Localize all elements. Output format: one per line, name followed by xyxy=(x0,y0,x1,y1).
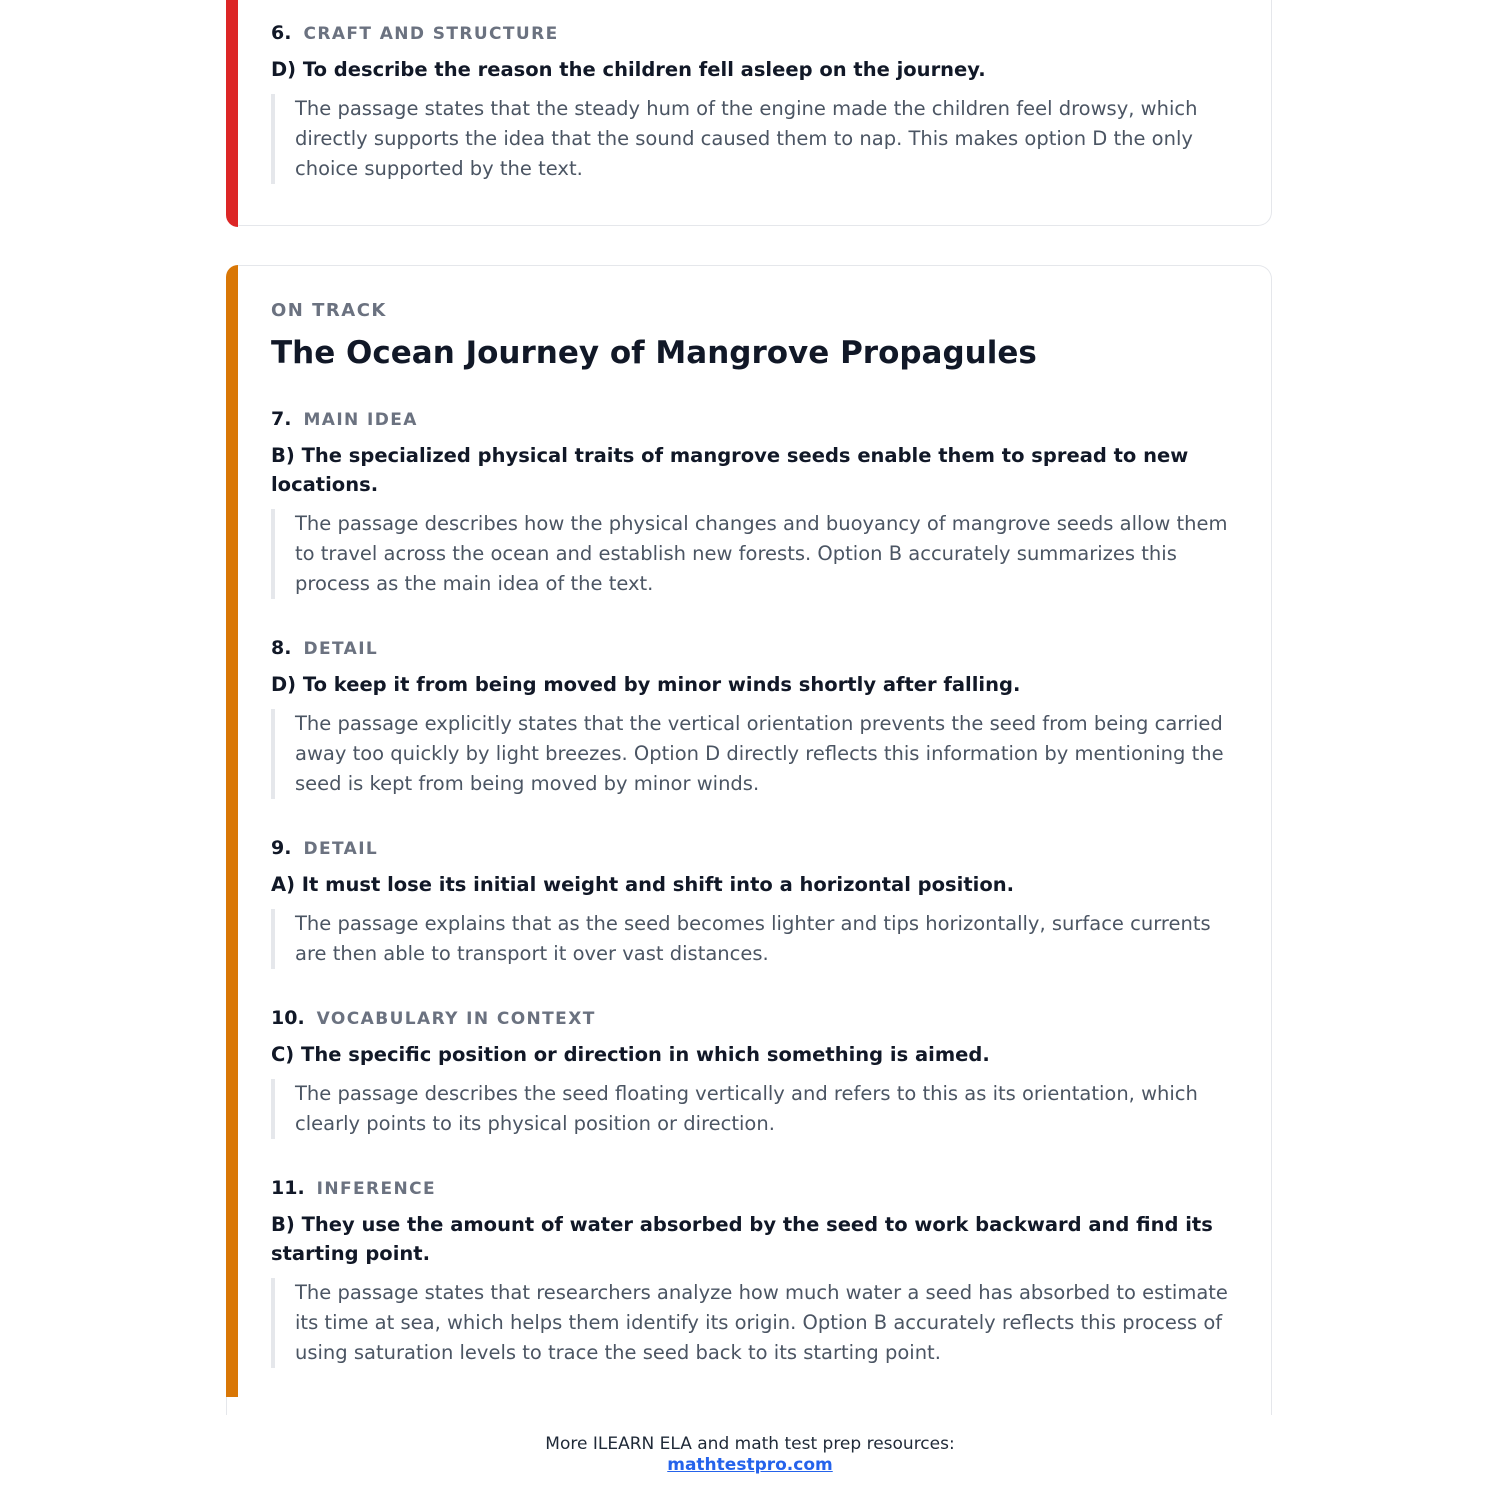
question-item xyxy=(271,1177,1235,1368)
question-answer: B) The specialized physical traits of mangrove seeds enable them to spread to new locations. xyxy=(271,444,1189,497)
question-category: DETAIL xyxy=(303,639,379,660)
answer-card-passage xyxy=(226,265,1272,1415)
question-category: MAIN IDEA xyxy=(303,410,418,431)
answer-card-previous xyxy=(226,0,1272,226)
question-number: 11. xyxy=(271,1177,305,1200)
footer-link[interactable]: mathtestpro.com xyxy=(667,1455,833,1475)
question-answer: C) The specific position or direction in which something is aimed. xyxy=(271,1043,990,1067)
question-item xyxy=(271,1007,1235,1139)
question-header xyxy=(271,837,1235,859)
question-category: INFERENCE xyxy=(316,1179,437,1200)
question-header xyxy=(271,637,1235,659)
question-answer: D) To keep it from being moved by minor winds shortly after falling. xyxy=(271,673,1021,697)
status-label: ON TRACK xyxy=(271,300,387,321)
question-number: 8. xyxy=(271,637,292,660)
question-category: DETAIL xyxy=(303,839,379,860)
question-explanation: The passage explains that as the seed becomes lighter and tips horizontally, surface currents are then able to transport it over vast distances. xyxy=(271,909,1235,969)
question-header xyxy=(271,1007,1235,1029)
question-number: 7. xyxy=(271,408,292,431)
footer xyxy=(0,1434,1500,1476)
question-answer: A) It must lose its initial weight and shift into a horizontal position. xyxy=(271,873,1015,897)
card-accent-bar xyxy=(226,265,238,1398)
card-accent-bar xyxy=(226,0,238,227)
question-explanation: The passage describes the seed floating vertically and refers to this as its orientation, which clearly points to its physical position or direction. xyxy=(271,1079,1235,1139)
question-item xyxy=(271,837,1235,969)
question-explanation: The passage explicitly states that the vertical orientation prevents the seed from being carried away too quickly by light breezes. Option D directly reflects this information by mentioning the seed is kept from being moved by minor winds. xyxy=(271,709,1235,799)
question-answer: B) They use the amount of water absorbed by the seed to work backward and find its starting point. xyxy=(271,1213,1213,1266)
question-header xyxy=(271,22,1235,44)
question-item xyxy=(271,408,1235,599)
question-category: CRAFT AND STRUCTURE xyxy=(303,24,559,44)
card-content xyxy=(271,22,1235,184)
question-header xyxy=(271,1177,1235,1199)
card-content xyxy=(271,300,1235,1406)
footer-text: More ILEARN ELA and math test prep resources: xyxy=(545,1434,955,1454)
question-number: 9. xyxy=(271,837,292,860)
question-header xyxy=(271,408,1235,430)
question-item xyxy=(271,637,1235,799)
question-category: VOCABULARY IN CONTEXT xyxy=(316,1009,596,1030)
question-explanation: The passage states that researchers analyze how much water a seed has absorbed to estimate its time at sea, which helps them identify its origin. Option B accurately reflects this process of using saturation levels to trace the seed back to its starting point. xyxy=(271,1278,1235,1368)
question-answer: D) To describe the reason the children fell asleep on the journey. xyxy=(271,58,986,81)
question-explanation: The passage states that the steady hum of the engine made the children feel drowsy, which directly supports the idea that the sound caused them to nap. This makes option D the only choice supported by the text. xyxy=(271,94,1235,184)
passage-title: The Ocean Journey of Mangrove Propagules xyxy=(271,335,1037,371)
question-explanation: The passage describes how the physical changes and buoyancy of mangrove seeds allow them to travel across the ocean and establish new forests. Option B accurately summarizes this process as the main idea of the text. xyxy=(271,509,1235,599)
question-number: 10. xyxy=(271,1007,305,1030)
question-item xyxy=(271,22,1235,184)
question-number: 6. xyxy=(271,22,292,44)
